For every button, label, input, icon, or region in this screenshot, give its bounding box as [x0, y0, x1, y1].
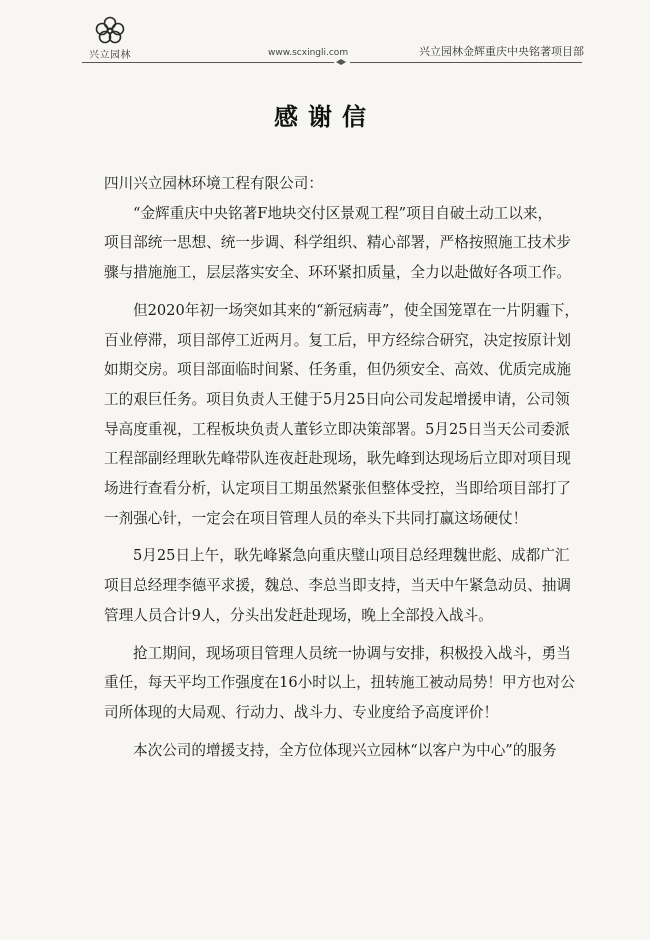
text-line: 重任，每天平均工作强度在16小时以上，扭转施工被动局势！甲方也对公 [104, 674, 575, 692]
paragraph [104, 296, 584, 534]
diamond-ornament-icon [336, 59, 346, 65]
text-line: 但2020年初一场突如其来的“新冠病毒”，使全国笼罩在一片阴霾下， [133, 301, 580, 319]
text-line: 导高度重视，工程板块负责人董钐立即决策部署。5月25日当天公司委派 [104, 420, 570, 438]
letter-body [104, 169, 584, 765]
text-line: 工的艰巨任务。项目负责人王健于5月25日向公司发起增援申请，公司领 [104, 390, 570, 408]
paragraph [104, 541, 584, 630]
logo-text: 兴立园林 [89, 50, 131, 61]
text-line: 工程部副经理耿先峰带队连夜赶赴现场，耿先峰到达现场后立即对项目现 [104, 450, 572, 468]
text-line: 本次公司的增援支持，全方位体现兴立园林“以客户为中心”的服务 [133, 741, 557, 759]
paragraph [104, 199, 584, 288]
header-rule-left [82, 62, 334, 63]
website-url: www.scxingli.com [268, 48, 349, 58]
text-line: 场进行查看分析，认定项目工期虽然紧张但整体受控，当即给项目部打了 [104, 480, 572, 498]
text-line: 管理人员合计9人，分头出发赶赴现场，晚上全部投入战斗。 [104, 606, 493, 624]
header-rule-right [350, 62, 582, 63]
letterhead [0, 0, 650, 64]
text-line: 项目总经理李德平求援，魏总、李总当即支持，当天中午紧急动员、抽调 [104, 577, 572, 595]
salutation: 四川兴立园林环境工程有限公司： [104, 175, 323, 192]
text-line: 一剂强心针，一定会在项目管理人员的牵头下共同打赢这场硬仗！ [104, 509, 528, 527]
text-line: 5月25日上午，耿先峰紧急向重庆璧山项目总经理魏世彪、成都广汇 [133, 547, 570, 565]
text-line: 司所体现的大局观、行动力、战斗力、专业度给予高度评价！ [104, 703, 499, 721]
paragraph [104, 736, 584, 766]
text-line: 如期交房。项目部面临时间紧、任务重，但仍须安全、高效、优质完成施 [104, 361, 572, 379]
paragraph [104, 639, 584, 728]
letter-title: 感谢信 [274, 103, 376, 131]
text-line: 抢工期间，现场项目管理人员统一协调与安排，积极投入战斗，勇当 [133, 644, 571, 662]
text-line: 骤与措施施工，层层落实安全、环环紧扣质量，全力以赴做好各项工作。 [104, 264, 572, 282]
text-line: 百业停滞，项目部停工近两月。复工后，甲方经综合研究，决定按原计划 [104, 331, 572, 349]
text-line: “金辉重庆中央铭著F地块交付区景观工程”项目自破土动工以来， [133, 204, 553, 222]
text-line: 项目部统一思想、统一步调、科学组织、精心部署，严格按照施工技术步 [104, 234, 572, 252]
flower-logo-icon [93, 14, 127, 44]
project-department-name: 兴立园林金辉重庆中央铭著项目部 [419, 45, 584, 58]
company-logo [82, 14, 138, 62]
